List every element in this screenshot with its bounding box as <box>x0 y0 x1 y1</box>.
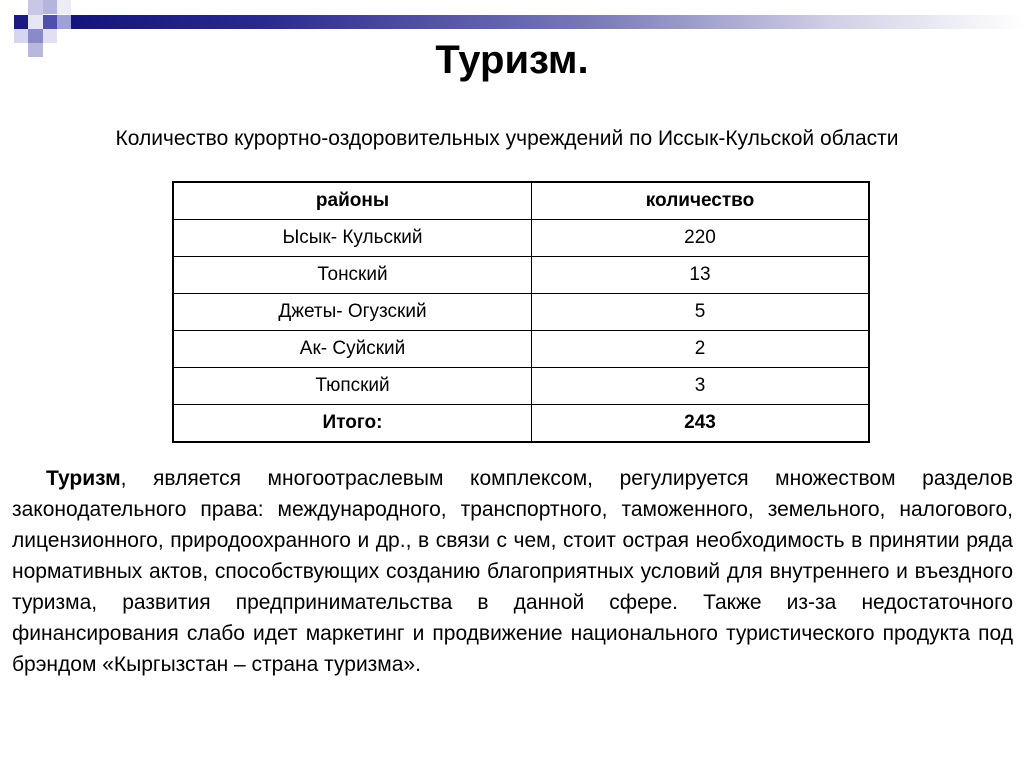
decor-square <box>43 15 57 29</box>
header-band <box>71 15 1024 29</box>
column-header-district: районы <box>173 182 532 220</box>
decor-square <box>14 15 28 29</box>
district-cell: Ак- Суйский <box>173 331 532 368</box>
paragraph-text: , является многоотраслевым комплексом, регулируется множеством разделов законодательного права: международного, транспортного, таможенного, земельного, налогового, лицензионного, природоохранного и др., в связи с чем, стоит острая необходимость в принятии ряда нормативных актов, способствующих созданию благоприятных условий для внутреннего и въездного туризма, развития предпринимательства в данной сфере. Также из-за недостаточного финансирования слабо идет маркетинг и продвижение национального туристического продукта под брэндом «Кыргызстан – страна туризма». <box>12 467 1013 676</box>
decor-square <box>57 0 71 14</box>
data-table <box>172 181 870 443</box>
table-row <box>173 331 869 368</box>
table-total-row <box>173 405 869 443</box>
count-cell: 5 <box>532 294 870 331</box>
count-cell: 13 <box>532 257 870 294</box>
total-value-cell: 243 <box>532 405 870 443</box>
count-cell: 2 <box>532 331 870 368</box>
table-row <box>173 294 869 331</box>
decor-square <box>28 0 43 15</box>
paragraph-lead-term: Туризм <box>46 467 121 490</box>
district-cell: Тонский <box>173 257 532 294</box>
total-label-cell: Итого: <box>173 405 532 443</box>
table-row <box>173 220 869 257</box>
column-header-count: количество <box>532 182 870 220</box>
table-row <box>173 257 869 294</box>
decor-square <box>28 15 43 29</box>
decor-square <box>43 0 57 14</box>
district-cell: Ысык- Кульский <box>173 220 532 257</box>
count-cell: 3 <box>532 368 870 405</box>
table-row <box>173 368 869 405</box>
table-header-row <box>173 182 869 220</box>
district-cell: Джеты- Огузский <box>173 294 532 331</box>
count-cell: 220 <box>532 220 870 257</box>
table-caption: Количество курортно-оздоровительных учреждений по Иссык-Кульской области <box>115 127 899 150</box>
slide-title: Туризм. <box>435 38 589 82</box>
district-cell: Тюпский <box>173 368 532 405</box>
body-paragraph <box>12 463 1013 680</box>
decor-square <box>57 15 71 29</box>
